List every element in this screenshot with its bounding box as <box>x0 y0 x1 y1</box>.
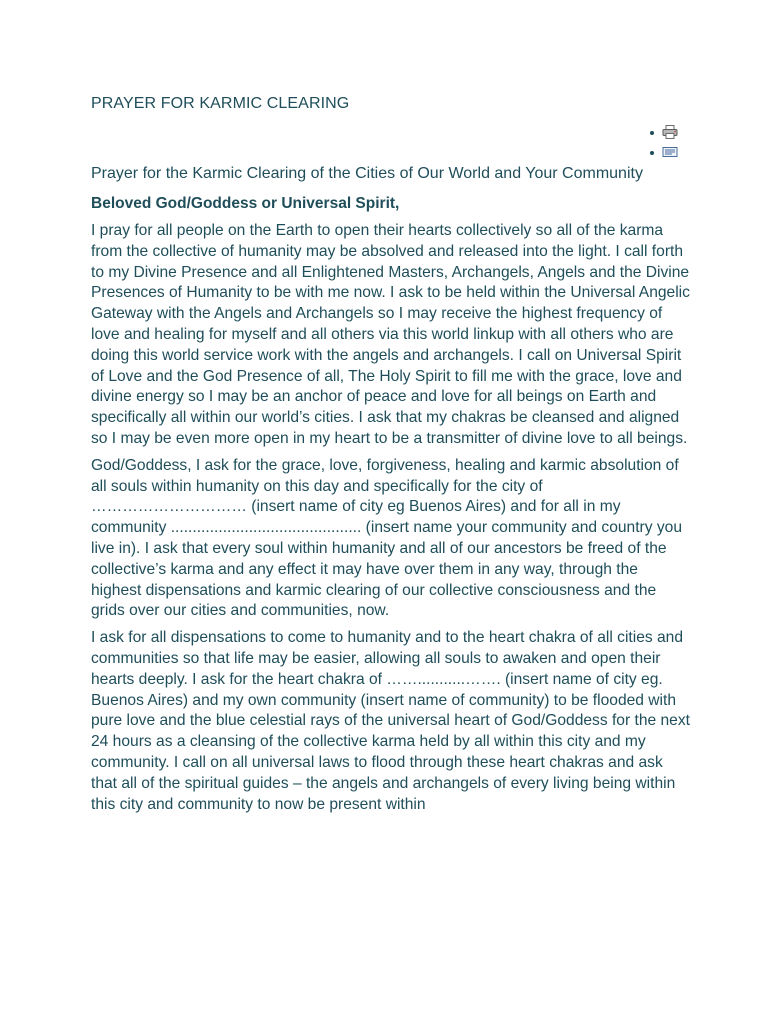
paragraph-1: I pray for all people on the Earth to open their hearts collectively so all of the karma from the collective of humanity may be absolved and released into the light. I call forth to my Divine Presence and all Enlightened Masters, Archangels, Angels and the Divine Presences of Humanity to be with me now. I ask to be held within the Universal Angelic Gateway with the Angels and Archangels so I may receive the highest frequency of love and healing for myself and all others via this world linkup with all others who are doing this world service work with the angels and archangels. I call on Universal Spirit of Love and the God Presence of all, The Holy Spirit to fill me with the grace, love and divine energy so I may be an anchor of peace and love for all beings on Earth and specifically all within our world’s cities. I ask that my chakras be cleansed and aligned so I may be even more open in my heart to be a transmitter of divine love to all beings. <box>91 222 690 447</box>
document-title: PRAYER FOR KARMIC CLEARING <box>91 95 350 112</box>
document-body <box>91 163 691 821</box>
paragraph-3: I ask for all dispensations to come to humanity and to the heart chakra of all cities and communities so that life may be easier, allowing all souls to awaken and open their hearts deeply. I ask for the heart chakra of ……...........……. (insert name of city eg. Buenos Aires) and my own community (insert name of community) to be flooded with pure love and the blue celestial rays of the universal heart of God/Goddess for the next 24 hours as a cleansing of the collective karma held by all within this city and my community. I call on all universal laws to flood through these heart chakras and ask that all of the spiritual guides – the angels and archangels of every living being within this city and community to now be present within <box>91 629 690 813</box>
toolbar-item-print <box>650 122 690 142</box>
bullet-icon <box>650 151 654 155</box>
email-icon[interactable] <box>662 145 678 159</box>
paragraph-2: God/Goddess, I ask for the grace, love, forgiveness, healing and karmic absolution of all souls within humanity on this day and specifically for the city of ………………………… (insert name of city eg Buenos Aires) and for all in my community ............................................ (insert name your community and country you live in). I ask that every soul within humanity and all of our ancestors be freed of the collective’s karma and any effect it may have over them in any way, through the highest dispensations and karmic clearing of our collective consciousness and the grids over our cities and communities, now. <box>91 456 683 620</box>
document-toolbar <box>650 122 690 162</box>
salutation: Beloved God/Goddess or Universal Spirit, <box>91 195 400 212</box>
document-subtitle: Prayer for the Karmic Clearing of the Cities of Our World and Your Community <box>91 165 643 182</box>
printer-icon[interactable] <box>662 125 678 139</box>
bullet-icon <box>650 131 654 135</box>
toolbar-item-email <box>650 142 690 162</box>
